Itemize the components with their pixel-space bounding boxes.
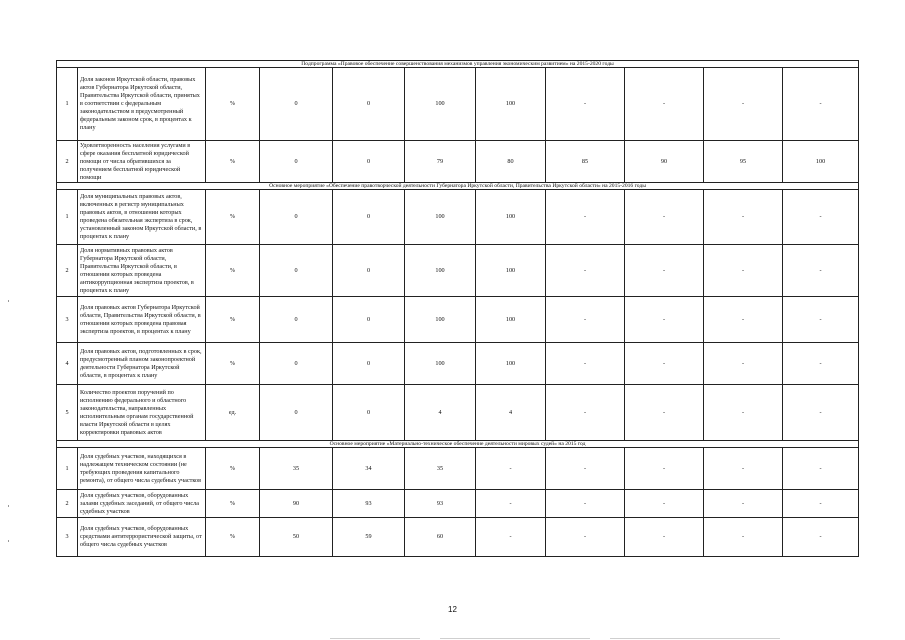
section-title: Подпрограмма «Правовое обеспечение совершенствования механизмов управления экономическим развитием» на 2015-2020 годы — [57, 61, 859, 68]
scan-artifact-line — [610, 638, 780, 639]
value-cell: - — [704, 190, 783, 245]
value-cell: - — [546, 385, 625, 441]
value-cell: 100 — [405, 297, 476, 343]
value-cell: 4 — [476, 385, 546, 441]
value-cell: 0 — [260, 68, 333, 141]
value-cell: - — [546, 490, 625, 518]
indicator-cell: Доля правовых актов, подготовленных в срок, предусмотренный планом законопроектной деятельности Губернатора Иркутской области, в процентах к плану — [78, 343, 206, 385]
value-cell: - — [476, 518, 546, 557]
value-cell: - — [704, 385, 783, 441]
row-number-cell: 3 — [57, 518, 78, 557]
indicator-cell: Удовлетворенность населения услугами в сфере оказания бесплатной юридической помощи от числа обратившихся за получением бесплатной юридической помощи — [78, 141, 206, 183]
row-number-cell: 3 — [57, 297, 78, 343]
value-cell: 100 — [405, 245, 476, 297]
value-cell: - — [783, 490, 859, 518]
table-row — [57, 490, 859, 518]
value-cell: 100 — [405, 68, 476, 141]
value-cell: 35 — [260, 448, 333, 490]
value-cell: - — [783, 448, 859, 490]
indicator-cell: Доля муниципальных правовых актов, включенных в регистр муниципальных правовых актов, в отношении которых проведена обязательная экспертиза в срок, установленный законом Иркутской области, в процентах к плану — [78, 190, 206, 245]
section-header-row — [57, 61, 859, 68]
indicator-cell: Доля законов Иркутской области, правовых актов Губернатора Иркутской области, Правительства Иркутской области, принятых в соответствии с федеральным законодательством в предусмотренный федеральным законом срок, в процентах к плану — [78, 68, 206, 141]
value-cell: - — [625, 490, 704, 518]
value-cell: - — [546, 68, 625, 141]
value-cell: - — [783, 518, 859, 557]
value-cell: 59 — [333, 518, 405, 557]
indicator-cell: Доля правовых актов Губернатора Иркутской области, Правительства Иркутской области, в отношении которых проведена правовая экспертиза проектов, в процентах к плану — [78, 297, 206, 343]
unit-cell: % — [206, 297, 260, 343]
value-cell: 100 — [476, 190, 546, 245]
scan-speck — [8, 505, 9, 507]
value-cell: 100 — [476, 297, 546, 343]
value-cell: - — [783, 385, 859, 441]
value-cell: - — [625, 518, 704, 557]
value-cell: 4 — [405, 385, 476, 441]
table-row — [57, 190, 859, 245]
indicator-cell: Доля нормативных правовых актов Губернатора Иркутской области, Правительства Иркутской области, в отношении которых проведена антикоррупционная экспертиза проектов, в процентах к плану — [78, 245, 206, 297]
row-number-cell: 1 — [57, 448, 78, 490]
unit-cell: % — [206, 68, 260, 141]
value-cell: - — [704, 68, 783, 141]
value-cell: - — [704, 343, 783, 385]
value-cell: - — [704, 245, 783, 297]
unit-cell: % — [206, 448, 260, 490]
value-cell: 0 — [260, 245, 333, 297]
value-cell: - — [625, 245, 704, 297]
row-number-cell: 4 — [57, 343, 78, 385]
value-cell: 34 — [333, 448, 405, 490]
table-row — [57, 297, 859, 343]
unit-cell: % — [206, 245, 260, 297]
section-title: Основное мероприятие «Обеспечение правотворческой деятельности Губернатора Иркутской области, Правительства Иркутской области» на 2015-2016 годы — [57, 183, 859, 190]
row-number-cell: 1 — [57, 190, 78, 245]
value-cell: - — [625, 385, 704, 441]
value-cell: - — [625, 343, 704, 385]
value-cell: - — [783, 190, 859, 245]
section-title: Основное мероприятие «Материально-техническое обеспечение деятельности мировых судей» на 2015 год — [57, 441, 859, 448]
unit-cell: % — [206, 190, 260, 245]
indicator-cell: Доля судебных участков, оборудованных залами судебных заседаний, от общего числа судебных участков — [78, 490, 206, 518]
unit-cell: % — [206, 141, 260, 183]
value-cell: - — [625, 190, 704, 245]
value-cell: - — [704, 518, 783, 557]
value-cell: - — [625, 297, 704, 343]
unit-cell: % — [206, 518, 260, 557]
value-cell: 0 — [333, 141, 405, 183]
value-cell: 90 — [260, 490, 333, 518]
value-cell: 0 — [333, 385, 405, 441]
value-cell: - — [704, 490, 783, 518]
value-cell: 93 — [333, 490, 405, 518]
value-cell: 79 — [405, 141, 476, 183]
value-cell: - — [546, 448, 625, 490]
value-cell: 100 — [405, 190, 476, 245]
value-cell: 0 — [333, 245, 405, 297]
value-cell: 0 — [333, 297, 405, 343]
table-row — [57, 343, 859, 385]
table-row — [57, 518, 859, 557]
unit-cell: % — [206, 343, 260, 385]
row-number-cell: 1 — [57, 68, 78, 141]
value-cell: - — [546, 518, 625, 557]
table-body — [57, 61, 859, 557]
scan-artifact-line — [440, 638, 590, 639]
scan-speck — [8, 540, 9, 542]
row-number-cell: 2 — [57, 141, 78, 183]
table-row — [57, 385, 859, 441]
value-cell: 80 — [476, 141, 546, 183]
value-cell: 60 — [405, 518, 476, 557]
value-cell: - — [546, 297, 625, 343]
value-cell: 95 — [704, 141, 783, 183]
value-cell: 0 — [333, 190, 405, 245]
value-cell: 0 — [260, 141, 333, 183]
unit-cell: % — [206, 490, 260, 518]
value-cell: - — [704, 448, 783, 490]
table-row — [57, 448, 859, 490]
value-cell: - — [476, 448, 546, 490]
value-cell: - — [625, 68, 704, 141]
value-cell: - — [783, 343, 859, 385]
row-number-cell: 5 — [57, 385, 78, 441]
value-cell: 0 — [260, 343, 333, 385]
value-cell: - — [625, 448, 704, 490]
scan-speck — [8, 300, 9, 302]
indicator-cell: Доля судебных участков, оборудованных средствами антитеррористической защиты, от общего числа судебных участков — [78, 518, 206, 557]
page-number: 12 — [448, 605, 457, 614]
value-cell: 100 — [476, 343, 546, 385]
value-cell: 100 — [405, 343, 476, 385]
row-number-cell: 2 — [57, 490, 78, 518]
value-cell: 100 — [783, 141, 859, 183]
row-number-cell: 2 — [57, 245, 78, 297]
indicator-cell: Количество проектов поручений по исполнению федерального и областного законодательства, направленных исполнительным органам государственной власти Иркутской области в целях корректировки правовых актов — [78, 385, 206, 441]
value-cell: - — [546, 190, 625, 245]
indicators-table — [56, 60, 859, 557]
value-cell: 100 — [476, 68, 546, 141]
section-header-row — [57, 441, 859, 448]
value-cell: - — [476, 490, 546, 518]
value-cell: 100 — [476, 245, 546, 297]
value-cell: 0 — [260, 385, 333, 441]
section-header-row — [57, 183, 859, 190]
value-cell: 93 — [405, 490, 476, 518]
indicator-cell: Доля судебных участков, находящихся в надлежащем техническом состоянии (не требующих проведения капитального ремонта), от общего числа судебных участков — [78, 448, 206, 490]
value-cell: 35 — [405, 448, 476, 490]
value-cell: 0 — [333, 68, 405, 141]
value-cell: 90 — [625, 141, 704, 183]
value-cell: 85 — [546, 141, 625, 183]
value-cell: 0 — [333, 343, 405, 385]
table-row — [57, 68, 859, 141]
value-cell: - — [546, 245, 625, 297]
table-row — [57, 141, 859, 183]
table-row — [57, 245, 859, 297]
value-cell: - — [783, 245, 859, 297]
value-cell: - — [783, 297, 859, 343]
value-cell: - — [546, 343, 625, 385]
value-cell: 0 — [260, 190, 333, 245]
value-cell: 0 — [260, 297, 333, 343]
scan-artifact-line — [330, 638, 420, 639]
value-cell: - — [704, 297, 783, 343]
value-cell: - — [783, 68, 859, 141]
value-cell: 50 — [260, 518, 333, 557]
unit-cell: ед. — [206, 385, 260, 441]
